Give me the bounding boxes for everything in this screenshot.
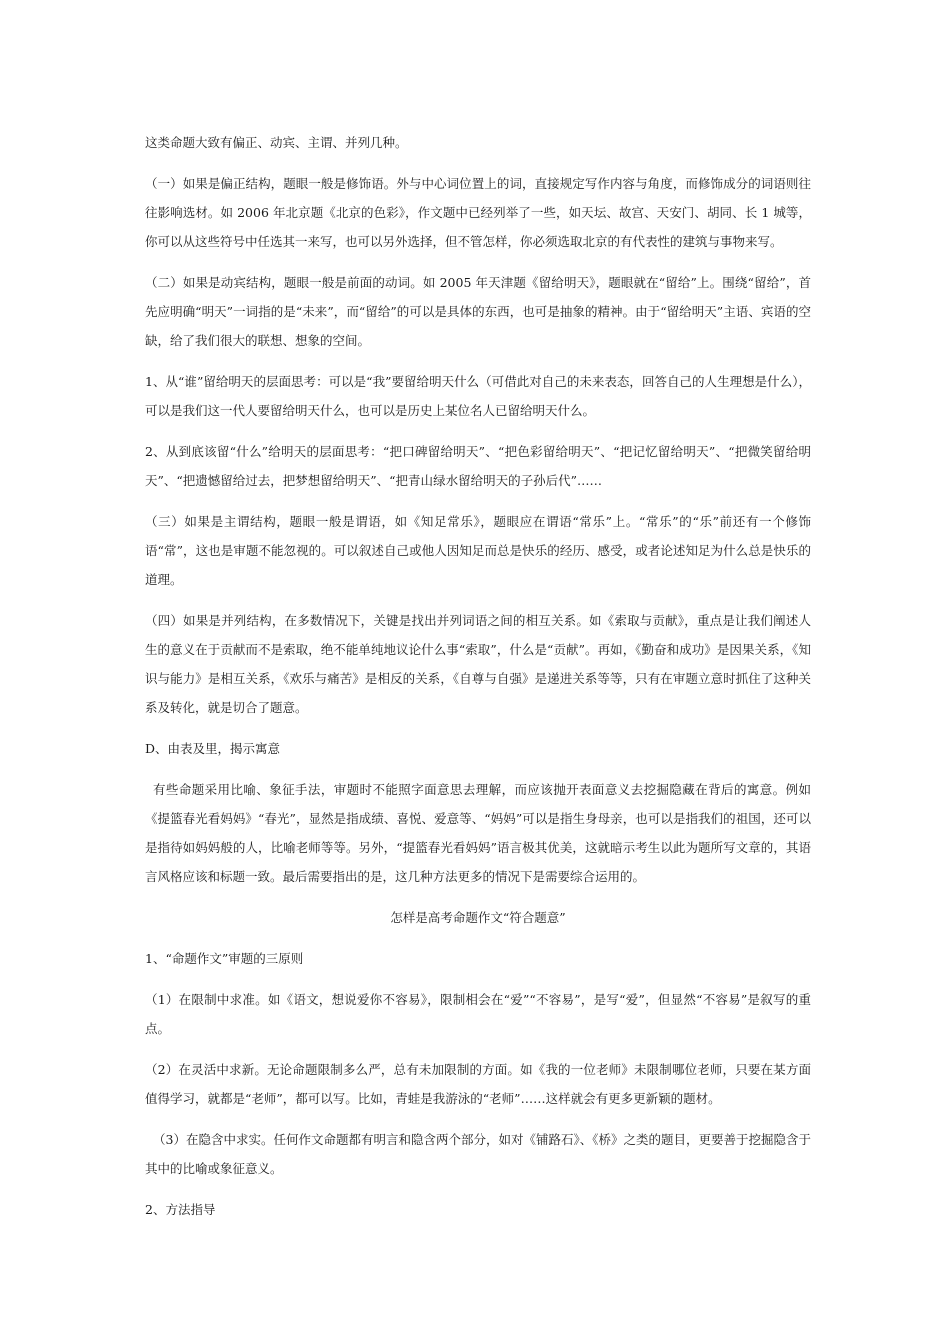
paragraph-yuyi: 有些命题采用比喻、象征手法，审题时不能照字面意思去理解，而应该抛开表面意义去挖掘隐藏在背后的寓意。例如《提篮春光看妈妈》“春光”，显然是指成绩、喜悦、爱意等、“妈妈”可以是指生身母亲，也可以是指我们的祖国，还可以是指待如妈妈般的人，比喻老师等等。另外，“提篮春光看妈妈”语言极其优美，这就暗示考生以此为题所写文章的，其语言风格应该和标题一致。最后需要指出的是，这几种方法更多的情况下是需要综合运用的。 <box>145 782 811 884</box>
article-title: 怎样是高考命题作文“符合题意” <box>390 910 566 925</box>
paragraph-intro: 这类命题大致有偏正、动宾、主谓、并列几种。 <box>145 135 408 150</box>
paragraph-binglie: （四）如果是并列结构，在多数情况下，关键是找出并列词语之间的相互关系。如《索取与贡献》，重点是让我们阐述人生的意义在于贡献而不是索取，绝不能单纯地议论什么事“索取”，什么是“贡献”。再如，《勤奋和成功》是因果关系，《知识与能力》是相互关系，《欢乐与痛苦》是相反的关系，《自尊与自强》是递进关系等等，只有在审题立意时抓住了这种关系及转化，就是切合了题意。 <box>145 613 811 715</box>
paragraph-dongbin: （二）如果是动宾结构，题眼一般是前面的动词。如 2005 年天津题《留给明天》，题眼就在“留给”上。围绕“留给”，首先应明确“明天”一词指的是“未来”，而“留给”的可以是具体的东西，也可是抽象的精神。由于“留给明天”主语、宾语的空缺，给了我们很大的联想、想象的空间。 <box>145 275 811 348</box>
principle-1: （1）在限制中求准。如《语文，想说爱你不容易》，限制相会在“爱”“不容易”，是写“爱”，但显然“不容易”是叙写的重点。 <box>145 992 811 1036</box>
section-heading-d: D、由表及里，揭示寓意 <box>145 741 281 756</box>
paragraph-point-2: 2、从到底该留“什么”给明天的层面思考：“把口碑留给明天”、“把色彩留给明天”、“把记忆留给明天”、“把微笑留给明天”、“把遗憾留给过去，把梦想留给明天”、“把青山绿水留给明天的子孙后代”…… <box>145 444 811 488</box>
section-heading-1: 1、“命题作文”审题的三原则 <box>145 951 304 966</box>
section-heading-2: 2、方法指导 <box>145 1202 216 1217</box>
principle-3: （3）在隐含中求实。任何作文命题都有明言和隐含两个部分，如对《铺路石》、《桥》之类的题目，更要善于挖掘隐含于其中的比喻或象征意义。 <box>145 1132 811 1176</box>
paragraph-point-1: 1、从“谁”留给明天的层面思考：可以是“我”要留给明天什么（可借此对自己的未来表态，回答自己的人生理想是什么），可以是我们这一代人要留给明天什么，也可以是历史上某位名人已留给明天什么。 <box>145 374 811 418</box>
paragraph-pianzheng: （一）如果是偏正结构，题眼一般是修饰语。外与中心词位置上的词，直接规定写作内容与角度，而修饰成分的词语则往往影响选材。如 2006 年北京题《北京的色彩》，作文题中已经列举了一些，如天坛、故宫、天安门、胡同、长 1 城等，你可以从这些符号中任选其一来写，也可以另外选择，但不管怎样，你必须选取北京的有代表性的建筑与事物来写。 <box>145 176 811 249</box>
paragraph-zhuwei: （三）如果是主谓结构，题眼一般是谓语，如《知足常乐》，题眼应在谓语“常乐”上。“常乐”的“乐”前还有一个修饰语“常”，这也是审题不能忽视的。可以叙述自己或他人因知足而总是快乐的经历、感受，或者论述知足为什么总是快乐的道理。 <box>145 514 811 587</box>
document-body <box>145 128 811 1236</box>
principle-2: （2）在灵活中求新。无论命题限制多么严，总有未加限制的方面。如《我的一位老师》未限制哪位老师，只要在某方面值得学习，就都是“老师”，都可以写。比如，青蛙是我游泳的“老师”……这样就会有更多更新颖的题材。 <box>145 1062 811 1106</box>
